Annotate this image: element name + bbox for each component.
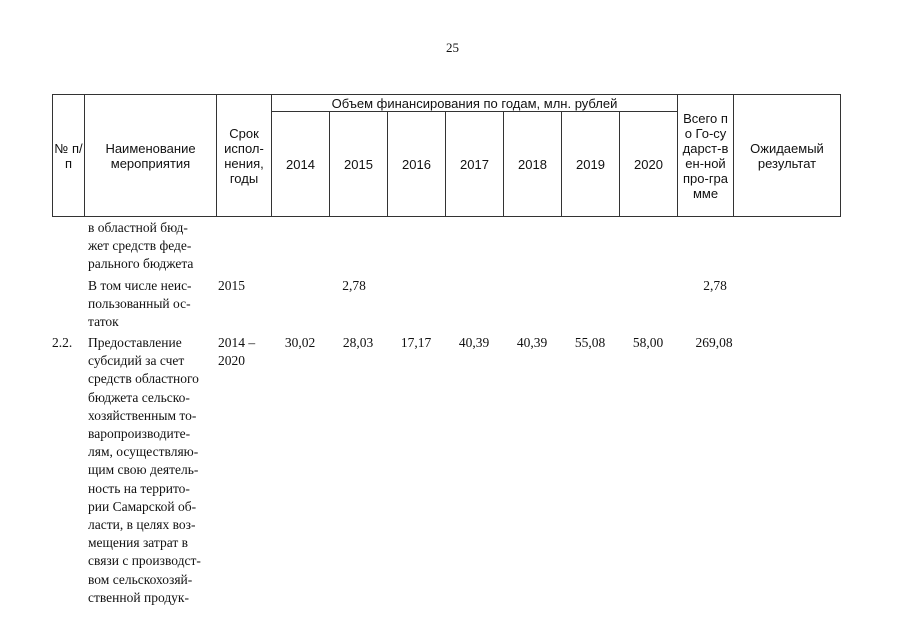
header-year: 2016 (388, 112, 446, 217)
header-funding: Объем финансирования по годам, млн. рублей (272, 95, 678, 112)
row-value-2018: 40,39 (516, 335, 548, 350)
row-value-2014: 30,02 (284, 335, 316, 350)
row-number: 2.2. (52, 335, 73, 350)
row-value-2020: 58,00 (632, 335, 664, 350)
row-value-2015: 28,03 (342, 335, 374, 350)
row-total: 2,78 (703, 278, 727, 293)
row-value-2019: 55,08 (574, 335, 606, 350)
row-name: Предоставление субсидий за счет средств областного бюджета сельско- хозяйственным то- варопроизводите- лям, осуществляю- щим свою деятель- ность на террито- рии Самарской об- ласти, в целях воз- мещения затрат в связи с производст- вом сельскохозяй- ственной продук- (88, 335, 201, 605)
header-total: Всего по Го-сударст-вен-ной про-грамме (678, 95, 734, 217)
row-term: 2014 – 2020 (218, 335, 256, 369)
row-total: 269,08 (695, 335, 733, 350)
header-year: 2018 (504, 112, 562, 217)
header-term: Срок испол-нения, годы (217, 95, 272, 217)
header-number: № п/п (53, 95, 85, 217)
header-year: 2014 (272, 112, 330, 217)
row-name: в областной бюд- жет средств феде- рального бюджета (88, 220, 194, 272)
header-year: 2020 (620, 112, 678, 217)
page-number: 25 (446, 40, 459, 55)
row-value-2015: 2,78 (342, 278, 366, 293)
header-name: Наименование мероприятия (85, 95, 217, 217)
header-year: 2017 (446, 112, 504, 217)
row-value-2017: 40,39 (458, 335, 490, 350)
row-name: В том числе неис- пользованный ос- таток (88, 278, 192, 330)
header-year: 2019 (562, 112, 620, 217)
header-result: Ожидаемый результат (734, 95, 841, 217)
table-header (52, 94, 841, 217)
row-value-2016: 17,17 (400, 335, 432, 350)
row-term: 2015 (218, 278, 245, 293)
header-year: 2015 (330, 112, 388, 217)
